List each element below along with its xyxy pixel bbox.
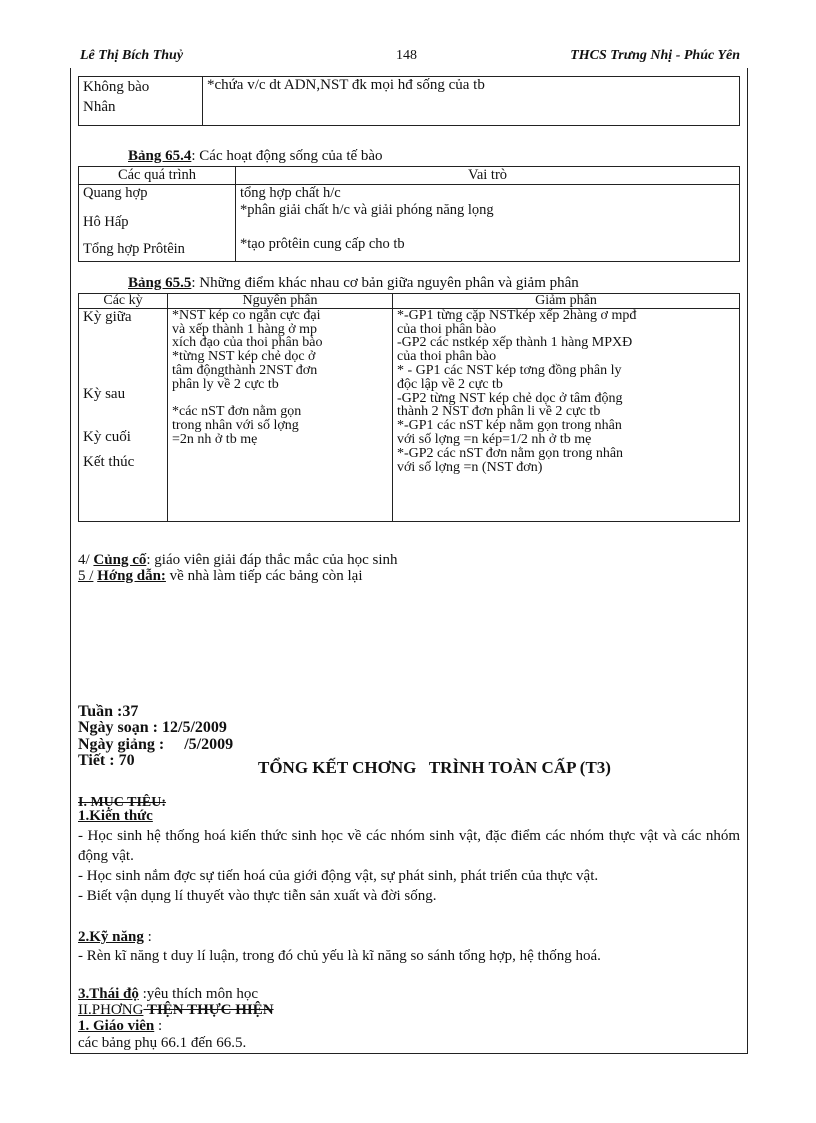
table-header-row	[79, 167, 740, 185]
objectives-heading: I. MỤC TIÊU:	[78, 795, 167, 810]
knowledge-heading: 1.Kiến thức	[78, 808, 153, 824]
teacher-text: các bảng phụ 66.1 đến 66.5.	[78, 1035, 247, 1051]
lesson-period: Tiết : 70	[78, 752, 135, 769]
mitosis-line: và xếp thành 1 hàng ở mp	[172, 321, 318, 337]
mitosis-line: tâm độngthành 2NST đơn	[172, 362, 318, 378]
knowledge-list	[78, 826, 740, 906]
meiosis-line: của thoi phân bào	[397, 321, 497, 337]
process-name: Quang hợp	[83, 185, 148, 201]
phases-cell	[79, 308, 168, 521]
meiosis-line: * - GP1 các NST kép tơng đồng phân ly	[397, 362, 622, 378]
role-cell	[236, 185, 740, 262]
table-header-row	[79, 294, 740, 309]
phase-label: Kỳ cuối	[83, 428, 131, 445]
meiosis-line: với số lợng =n kép=1/2 nh ở tb mẹ	[397, 431, 592, 447]
skills-heading: 2.Kỹ năng	[78, 929, 144, 945]
table-row	[79, 308, 740, 521]
meiosis-line: *-GP1 các nST kép nằm gọn trong nhân	[397, 418, 622, 434]
page-header	[80, 48, 740, 68]
teacher-heading: 1. Giáo viên	[78, 1018, 155, 1034]
activities-table	[78, 166, 740, 262]
meiosis-line: -GP2 các nstkép xếp thành 1 hàng MPXĐ	[397, 335, 633, 351]
mitosis-line: *NST kép co ngắn cực đại	[172, 307, 321, 323]
mitosis-cell	[168, 308, 393, 521]
meiosis-line: *-GP1 từng cặp NSTkép xếp 2hàng ơ mpđ	[397, 307, 637, 323]
table2-caption-text: : Các hoạt động sống của tế bào	[191, 148, 383, 164]
lesson-teach-date: Ngày giảng : /5/2009	[78, 736, 234, 753]
phase-label: Kết thúc	[83, 453, 135, 470]
header-author: Lê Thị Bích Thuỷ	[80, 48, 184, 63]
means-heading-part2: TIỆN THỰC HIỆN	[143, 1002, 274, 1018]
knowledge-item: - Học sinh hệ thống hoá kiến thức sinh học về các nhóm sinh vật, đặc điểm các nhóm thực vật và các nhóm động vật.	[78, 828, 740, 864]
teacher-heading-line	[78, 1018, 162, 1035]
column-header: Nguyên phân	[168, 294, 393, 309]
guidance-text: về nhà làm tiếp các bảng còn lại	[165, 568, 363, 584]
meiosis-line: *-GP2 các nST đơn nằm gọn trong nhân	[397, 445, 624, 461]
attitude-heading: 3.Thái độ	[78, 986, 139, 1002]
phase-label: Kỳ giữa	[83, 308, 132, 325]
table-cell-value: *chứa v/c dt ADN,NST đk mọi hđ sống của tb	[203, 77, 740, 126]
skills-heading-line	[78, 929, 152, 946]
meiosis-line: thành 2 NST đơn phân li về 2 cực tb	[397, 404, 601, 420]
mitosis-line: xích đạo của thoi phân bào	[172, 335, 323, 351]
mitosis-line: *các nST đơn nằm gọn	[172, 404, 302, 420]
mitosis-line: =2n nh ở tb mẹ	[172, 431, 258, 447]
consolidation-label: Củng cố	[93, 552, 147, 568]
knowledge-item: - Học sinh nắm đợc sự tiến hoá của giới động vật, sự phát sinh, phát triển của thực vật.	[78, 868, 599, 884]
table3-caption-text: : Những điểm khác nhau cơ bản giữa nguyên phân và giảm phân	[191, 275, 579, 291]
table-cell-label	[79, 77, 203, 126]
knowledge-item: - Biết vận dụng lí thuyết vào thực tiễn sản xuất và đời sống.	[78, 888, 437, 904]
phase-label: Kỳ sau	[83, 385, 126, 402]
table2-caption	[128, 148, 383, 165]
guidance-number: 5 /	[78, 568, 94, 584]
meiosis-cell	[393, 308, 740, 521]
cell-label-line2: Nhân	[83, 99, 116, 115]
mitosis-line: phân ly về 2 cực tb	[172, 376, 279, 392]
meiosis-line: độc lập về 2 cực tb	[397, 376, 503, 392]
table-row	[79, 185, 740, 262]
means-heading	[78, 1002, 274, 1019]
role-text: *tạo prôtêin cung cấp cho tb	[240, 236, 405, 252]
consolidation-text: : giáo viên giải đáp thắc mắc của học sinh	[146, 552, 398, 568]
skills-item: - Rèn kĩ năng t duy lí luận, trong đó chủ yếu là kĩ năng so sánh tổng hợp, hệ thống hoá.	[78, 948, 601, 964]
skills-colon: :	[143, 929, 152, 945]
header-school: THCS Trưng Nhị - Phúc Yên	[570, 48, 740, 63]
lesson-week: Tuần :37	[78, 703, 139, 720]
meiosis-line: với số lợng =n (NST đơn)	[397, 459, 543, 475]
table2-caption-label: Bảng 65.4	[128, 148, 192, 164]
role-text: tổng hợp chất h/c	[240, 185, 341, 201]
column-header: Vai trò	[236, 167, 740, 185]
role-text: *phân giải chất h/c và giải phóng năng lọng	[240, 202, 494, 218]
guidance-label: Hớng dẫn:	[97, 568, 166, 584]
column-header: Các kỳ	[79, 294, 168, 309]
meiosis-line: của thoi phân bào	[397, 349, 497, 365]
mitosis-line: *từng NST kép chẻ dọc ở	[172, 349, 316, 365]
guidance-line	[78, 567, 363, 585]
process-name: Tổng hợp Prôtêin	[83, 241, 185, 257]
consolidation-number: 4/	[78, 552, 90, 568]
process-name: Hô Hấp	[83, 214, 129, 230]
attitude-line	[78, 986, 258, 1003]
mitosis-meiosis-table	[78, 293, 740, 522]
means-heading-part1: II.PHƠNG	[78, 1002, 144, 1018]
table3-caption	[128, 275, 579, 292]
process-cell	[79, 185, 236, 262]
column-header: Giảm phân	[393, 294, 740, 309]
header-page-number: 148	[396, 48, 417, 63]
teacher-colon: :	[154, 1018, 163, 1034]
cell-label-line1: Không bào	[83, 79, 150, 95]
mitosis-line	[172, 392, 388, 406]
table-row	[79, 77, 740, 126]
meiosis-line: -GP2 từng NST kép chẻ dọc ở tâm động	[397, 390, 623, 406]
attitude-text: :yêu thích môn học	[138, 986, 259, 1002]
mitosis-line: trong nhân với số lợng	[172, 418, 299, 434]
column-header: Các quá trình	[79, 167, 236, 185]
table3-caption-label: Bảng 65.5	[128, 275, 192, 291]
lesson-prep-date: Ngày soạn : 12/5/2009	[78, 719, 227, 736]
cell-structure-table	[78, 76, 740, 126]
lesson-title: TỔNG KẾT CHƠNG TRÌNH TOÀN CẤP (T3)	[258, 758, 611, 777]
